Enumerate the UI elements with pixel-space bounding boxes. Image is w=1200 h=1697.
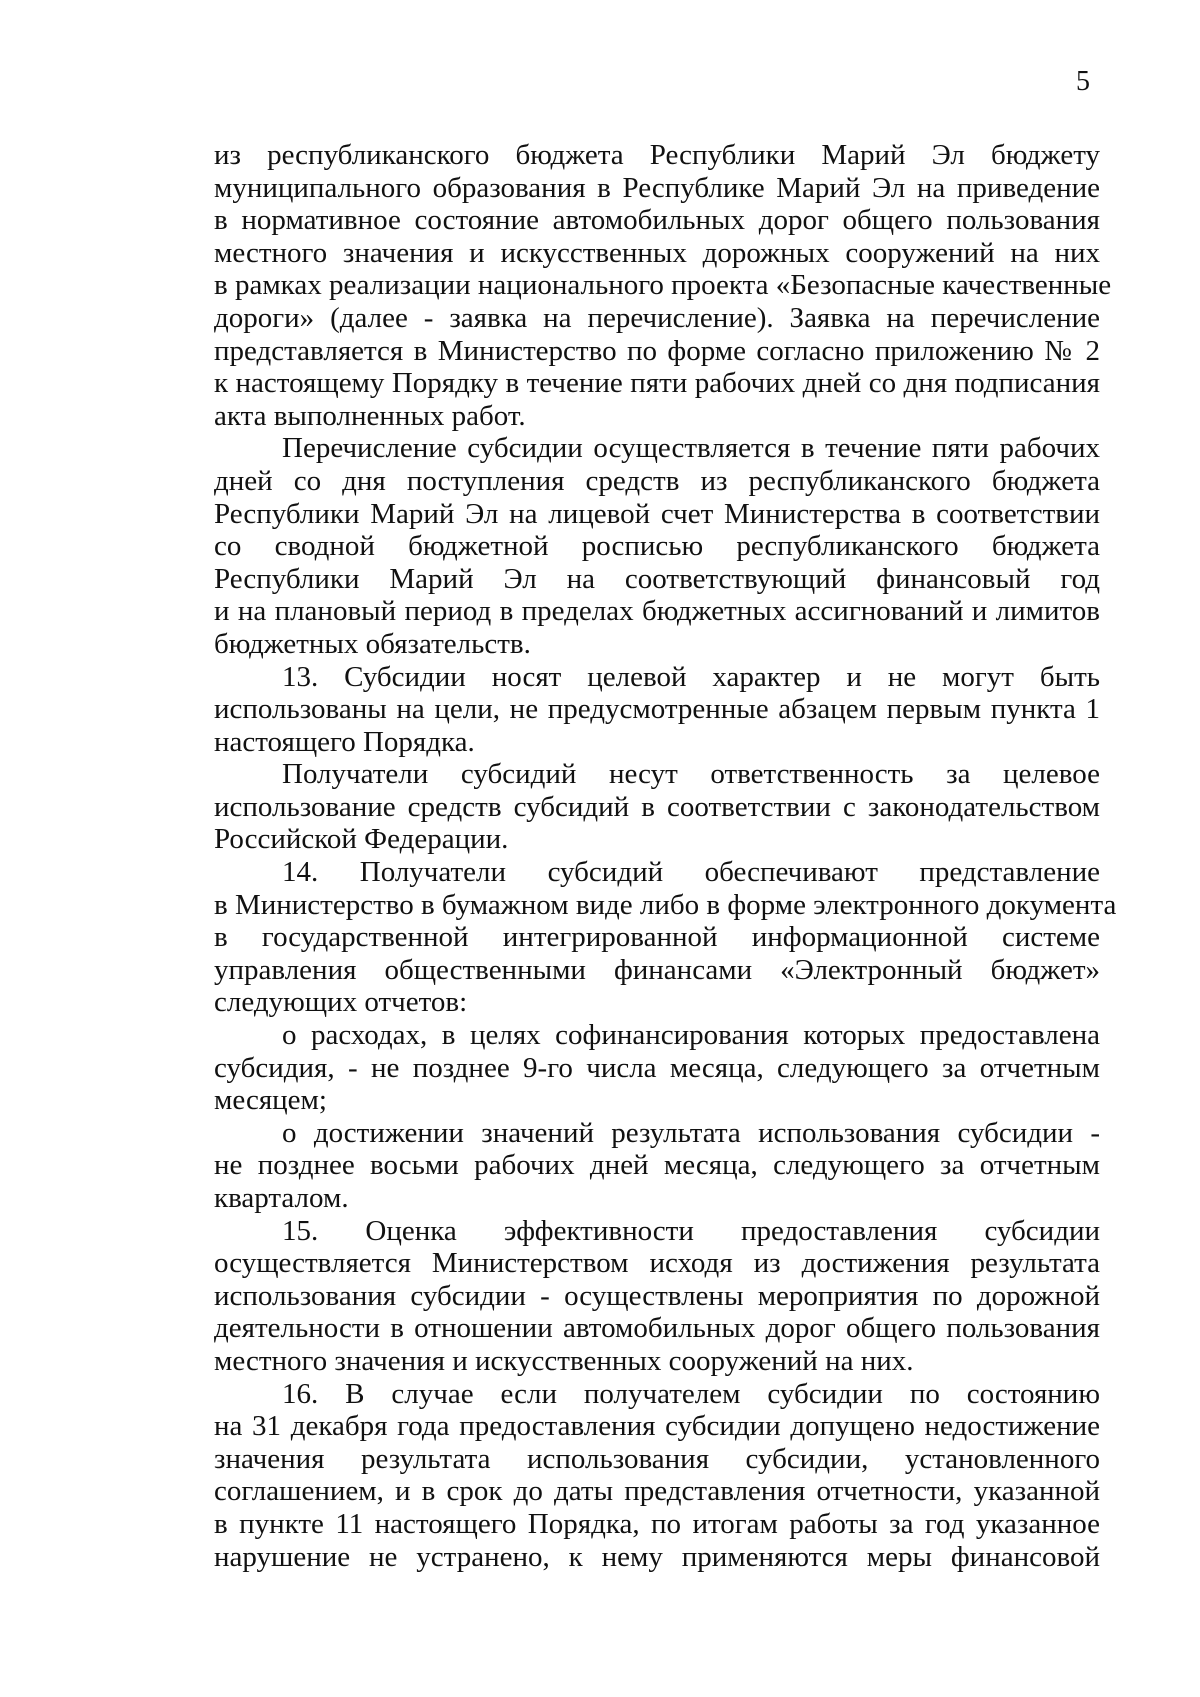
text-line: соглашением, и в срок до даты представления отчетности, указанной [214,1475,1100,1508]
text-line: Республики Марий Эл на соответствующий финансовый год [214,562,1100,595]
text-line: субсидия, - не позднее 9-го числа месяца, следующего за отчетным [214,1051,1100,1084]
text-line: 15. Оценка эффективности предоставления субсидии [282,1214,1100,1247]
paragraph [214,1215,1100,1378]
text-line: в рамках реализации национального проекта «Безопасные качественные [214,269,1112,302]
text-line: муниципального образования в Республике Марий Эл на приведение [214,171,1100,204]
text-line: месяцем; [214,1084,327,1117]
text-line: 14. Получатели субсидий обеспечивают представление [282,856,1100,889]
text-line: из республиканского бюджета Республики Марий Эл бюджету [214,139,1100,171]
paragraph [214,432,1100,660]
text-line: 16. В случае если получателем субсидии по состоянию [282,1377,1100,1410]
text-line: дороги» (далее - заявка на перечисление). Заявка на перечисление [214,301,1100,334]
text-line: и на плановый период в пределах бюджетных ассигнований и лимитов [214,595,1100,628]
text-line: местного значения и искусственных дорожных сооружений на них [214,236,1100,269]
text-line: дней со дня поступления средств из республиканского бюджета [214,464,1100,497]
paragraph [214,1019,1100,1117]
text-line: Республики Марий Эл на лицевой счет Министерства в соответствии [214,497,1100,530]
text-line: 13. Субсидии носят целевой характер и не могут быть [282,660,1100,693]
text-line: о расходах, в целях софинансирования которых предоставлена [282,1019,1100,1052]
page-number: 5 [1076,66,1090,97]
text-line: нарушение не устранено, к нему применяются меры финансовой [214,1540,1100,1573]
text-line: деятельности в отношении автомобильных дорог общего пользования [214,1312,1100,1345]
text-line: представляется в Министерство по форме согласно приложению № 2 [214,334,1100,367]
text-line: использованы на цели, не предусмотренные абзацем первым пункта 1 [214,693,1100,726]
text-line: управления общественными финансами «Электронный бюджет» [214,953,1100,986]
text-line: в государственной интегрированной информационной системе [214,921,1100,954]
paragraph [214,661,1100,759]
text-line: не позднее восьми рабочих дней месяца, следующего за отчетным [214,1149,1100,1182]
text-line: акта выполненных работ. [214,399,526,432]
paragraph [214,856,1117,1019]
text-line: осуществляется Министерством исходя из достижения результата [214,1247,1100,1280]
paragraph [214,139,1112,432]
text-line: использования субсидии - осуществлены мероприятия по дорожной [214,1279,1100,1312]
text-line: Перечисление субсидии осуществляется в течение пяти рабочих [282,432,1100,465]
text-line: на 31 декабря года предоставления субсидии допущено недостижение [214,1410,1100,1443]
text-line: использование средств субсидий в соответствии с законодательством [214,790,1100,823]
text-line: в Министерство в бумажном виде либо в форме электронного документа [214,888,1117,921]
paragraph [214,1378,1100,1574]
text-line: к настоящему Порядку в течение пяти рабочих дней со дня подписания [214,367,1100,400]
text-line: Российской Федерации. [214,823,509,856]
text-line: Получатели субсидий несут ответственность за целевое [282,758,1100,791]
text-line: местного значения и искусственных сооружений на них. [214,1344,914,1377]
text-line: о достижении значений результата использования субсидии - [282,1116,1100,1149]
text-line: значения результата использования субсидии, установленного [214,1442,1100,1475]
text-line: в пункте 11 настоящего Порядка, по итогам работы за год указанное [214,1507,1100,1540]
text-line: следующих отчетов: [214,986,468,1019]
text-line: со сводной бюджетной росписью республиканского бюджета [214,530,1100,563]
text-line: в нормативное состояние автомобильных дорог общего пользования [214,204,1100,237]
paragraph [214,758,1100,856]
paragraph [214,1117,1100,1215]
document-body [214,139,1117,1573]
text-line: настоящего Порядка. [214,725,475,758]
text-line: кварталом. [214,1182,349,1214]
text-line: бюджетных обязательств. [214,627,531,660]
